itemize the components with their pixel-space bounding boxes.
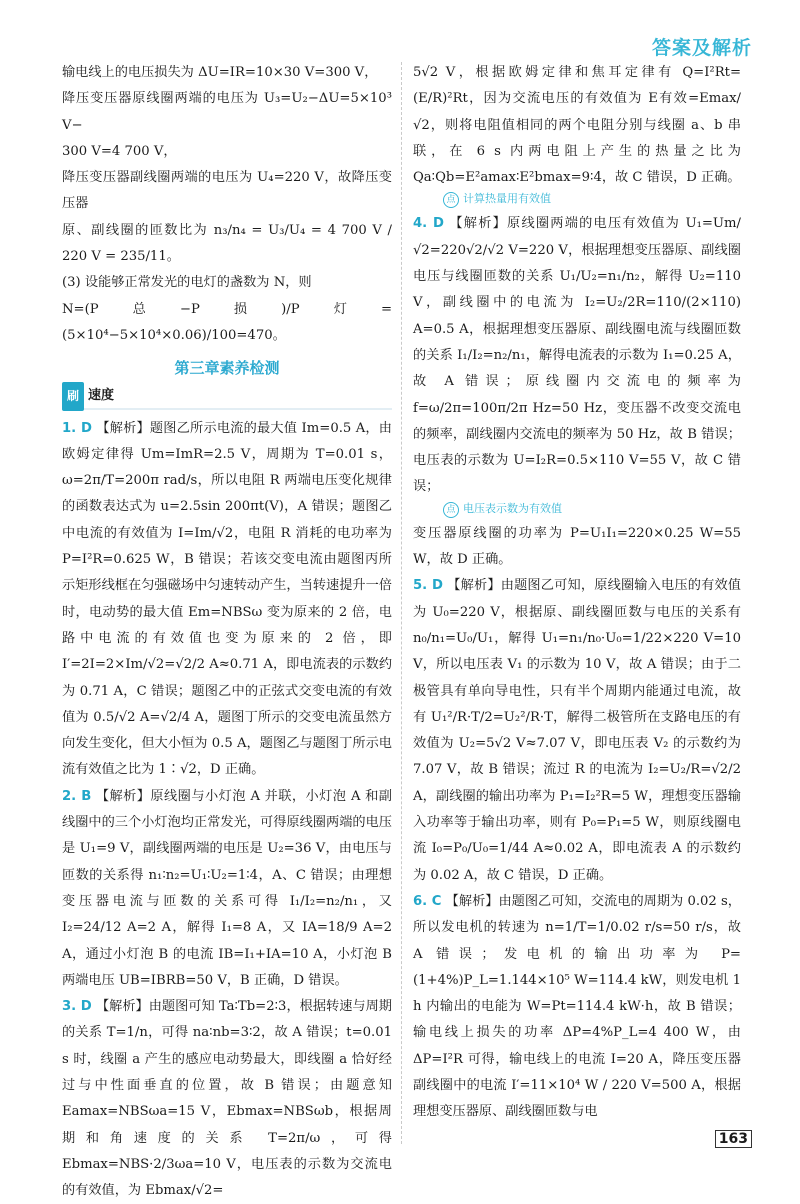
question-number: 4. D: [413, 216, 444, 232]
answer-text: 【解析】由题图乙可知，原线圈输入电压的有效值为 U₀=220 V，根据原、副线圈匝数与电压的关系有 n₀/n₁=U₀/U₁，解得 U₁=n₁/n₀·U₀=1/22×220 V=10 V，所以电压表 V₁ 的示数为 10 V，故 A 错误；由于二极管具有单向导电性，只有半个周期内能通过电流，故有 U₁²/R·T/2=U₂²/R·T，解得二极管所在支路电压的有效值为 U₂=5√2 V≈7.07 V，即电压表 V₂ 的示数约为 7.07 V，故 B 错误；流过 R 的电流为 I₂=U₂/R=√2/2 A，副线圈的输出功率为 P₁=I₂²R=5 W，理想变压器输入功率等于输出功率，则有 P₀=P₁=5 W，则原线圈电流 I₀=P₀/U₀=1/44 A≈0.02 A，即电流表 A 的示数约为 0.02 A，故 C 错误，D 正确。: [413, 578, 741, 883]
question-number: 2. B: [62, 788, 92, 804]
speed-label: 速度: [88, 388, 115, 404]
key-point-icon: 点: [443, 192, 459, 208]
text-continuation: 变压器原线圈的功率为 P=U₁I₁=220×0.25 W=55 W，故 D 正确。: [413, 525, 741, 568]
text-line: (3) 设能够正常发光的电灯的盏数为 N，则: [62, 275, 312, 291]
answer-item: [413, 211, 741, 500]
right-column: [413, 60, 741, 1126]
section-title: 第三章素养检测: [174, 359, 280, 378]
text-line: 300 V=4 700 V，: [62, 143, 177, 159]
text-line: 原、副线圈的匝数比为 n₃/n₄ = U₃/U₄ = 4 700 V / 220 V = 235/11。: [62, 222, 392, 265]
speed-badge: 刷: [62, 382, 84, 410]
key-point-note: [443, 189, 741, 209]
answer-text: 【解析】题图乙所示电流的最大值 Im=0.5 A，由欧姆定律得 Um=ImR=2.5 V，周期为 T=0.01 s，ω=2π/T=200π rad/s，所以电阻 R 两端电压变化规律的函数表达式为 u=2.5sin 200πt(V)，A 错误；题图乙中电流的有效值为 I=Im/√2，电阻 R 消耗的电功率为 P=I²R=0.625 W，B 错误；若该交变电流由题图丙所示矩形线框在匀强磁场中匀速转动产生，当转速提升一倍时，电动势的最大值 Em=NBSω 变为原来的 2 倍，电路中电流的有效值也变为原来的 2 倍，即 I′=2I=2×Im/√2=√2/2 A≈0.71 A，即电流表的示数约为 0.71 A，C 错误；题图乙中的正弦式交变电流的有效值为 0.5/√2 A=√2/4 A，题图丁所示的交变电流虽然方向发生变化，但大小恒为 0.5 A，题图乙与题图丁所示电流有效值之比为 1∶√2，D 正确。: [62, 420, 392, 778]
note-text: 计算热量用有效值: [463, 192, 551, 206]
left-column: [62, 60, 392, 1204]
text-line: 降压变压器副线圈两端的电压为 U₄=220 V，故降压变压器: [62, 170, 392, 212]
answer-item: [62, 994, 392, 1204]
key-point-note: [443, 499, 741, 519]
text-line: 降压变压器原线圈两端的电压为 U₃=U₂−ΔU=5×10³ V−: [62, 91, 392, 133]
note-text: 电压表示数为有效值: [463, 501, 562, 515]
text-line: N=(P总−P损)/P灯=(5×10⁴−5×10⁴×0.06)/100=470。: [62, 301, 392, 343]
page-number: 163: [715, 1130, 752, 1148]
page-header-title: 答案及解析: [651, 37, 752, 59]
text-continuation: 5√2 V，根据欧姆定律和焦耳定律有 Q=I²Rt=(E/R)²Rt，因为交流电压的有效值为 E有效=Emax/√2，则将电阻值相同的两个电阻分别与线圈 a、b 串联，在 6 s 内两电阻上产生的热量之比为 Qa∶Qb=E²amax∶E²bmax=9∶4，故 C 错误，D 正确。: [413, 65, 741, 186]
answer-text: 【解析】由题图可知 Ta∶Tb=2∶3，根据转速与周期的关系 T=1/n，可得 na∶nb=3∶2，故 A 错误；t=0.01 s 时，线圈 a 产生的感应电动势最大，即线圈 a 恰好经过与中性面垂直的位置，故 B 错误；由题意知 Eamax=NBSωa=15 V，Ebmax=NBSωb，根据周期和角速度的关系 T=2π/ω，可得 Ebmax=NBS·2/3ωa=10 V，电压表的示数为交流电的有效值，为 Ebmax/√2=: [62, 999, 392, 1199]
question-number: 3. D: [62, 999, 92, 1015]
key-point-icon: 点: [443, 502, 459, 518]
question-number: 6. C: [413, 893, 442, 909]
answer-text: 【解析】原线圈两端的电压有效值为 U₁=Um/√2=220√2/√2 V=220 V，根据理想变压器原、副线圈电压与线圈匝数的关系 U₁/U₂=n₁/n₂，解得 U₂=110 V，副线圈中的电流为 I₂=U₂/2R=110/(2×110) A=0.5 A，根据理想变压器原、副线圈电流与线圈匝数的关系 I₁/I₂=n₂/n₁，解得电流表的示数为 I₁=0.25 A，故 A 错误；原线圈内交流电的频率为 f=ω/2π=100π/2π Hz=50 Hz，变压器不改变交流电的频率，副线圈内交流电的频率为 50 Hz，故 B 错误；电压表的示数为 U=I₂R=0.5×110 V=55 V，故 C 错误；: [413, 216, 741, 495]
answer-text: 【解析】由题图乙可知，交流电的周期为 0.02 s，所以发电机的转速为 n=1/T=1/0.02 r/s=50 r/s，故 A 错误；发电机的输出功率为 P=(1+4%)P_L=1.144×10⁵ W=114.4 kW，则发电机 1 h 内输出的电能为 W=Pt=114.4 kW·h，故 B 错误；输电线上损失的功率 ΔP=4%P_L=4 400 W，由 ΔP=I²R 可得，输电线上的电流 I=20 A，降压变压器副线圈中的电流 I′=11×10⁴ W / 220 V=500 A，根据理想变压器原、副线圈匝数与电: [413, 893, 741, 1120]
answer-item: [413, 573, 741, 889]
question-number: 5. D: [413, 578, 443, 594]
answer-item: [62, 416, 392, 784]
column-divider: [401, 62, 402, 1144]
answer-item: [62, 784, 392, 994]
answer-text: 【解析】原线圈与小灯泡 A 并联，小灯泡 A 和副线圈中的三个小灯泡均正常发光，可得原线圈两端的电压是 U₁=9 V，副线圈两端的电压是 U₂=36 V，由电压与匝数的关系得 n₁∶n₂=U₁∶U₂=1∶4，A、C 错误；由理想变压器电流与匝数的关系可得 I₁/I₂=n₂/n₁，又 I₂=24/12 A=2 A，解得 I₁=8 A，又 IA=18/9 A=2 A，通过小灯泡 B 的电流 IB=I₁+IA=10 A，小灯泡 B 两端电压 UB=IBRB=50 V，B 正确，D 错误。: [62, 788, 392, 988]
speed-header: [62, 386, 392, 410]
question-number: 1. D: [62, 420, 92, 436]
text-line: 输电线上的电压损失为 ΔU=IR=10×30 V=300 V，: [62, 65, 378, 80]
answer-item: [413, 889, 741, 1126]
